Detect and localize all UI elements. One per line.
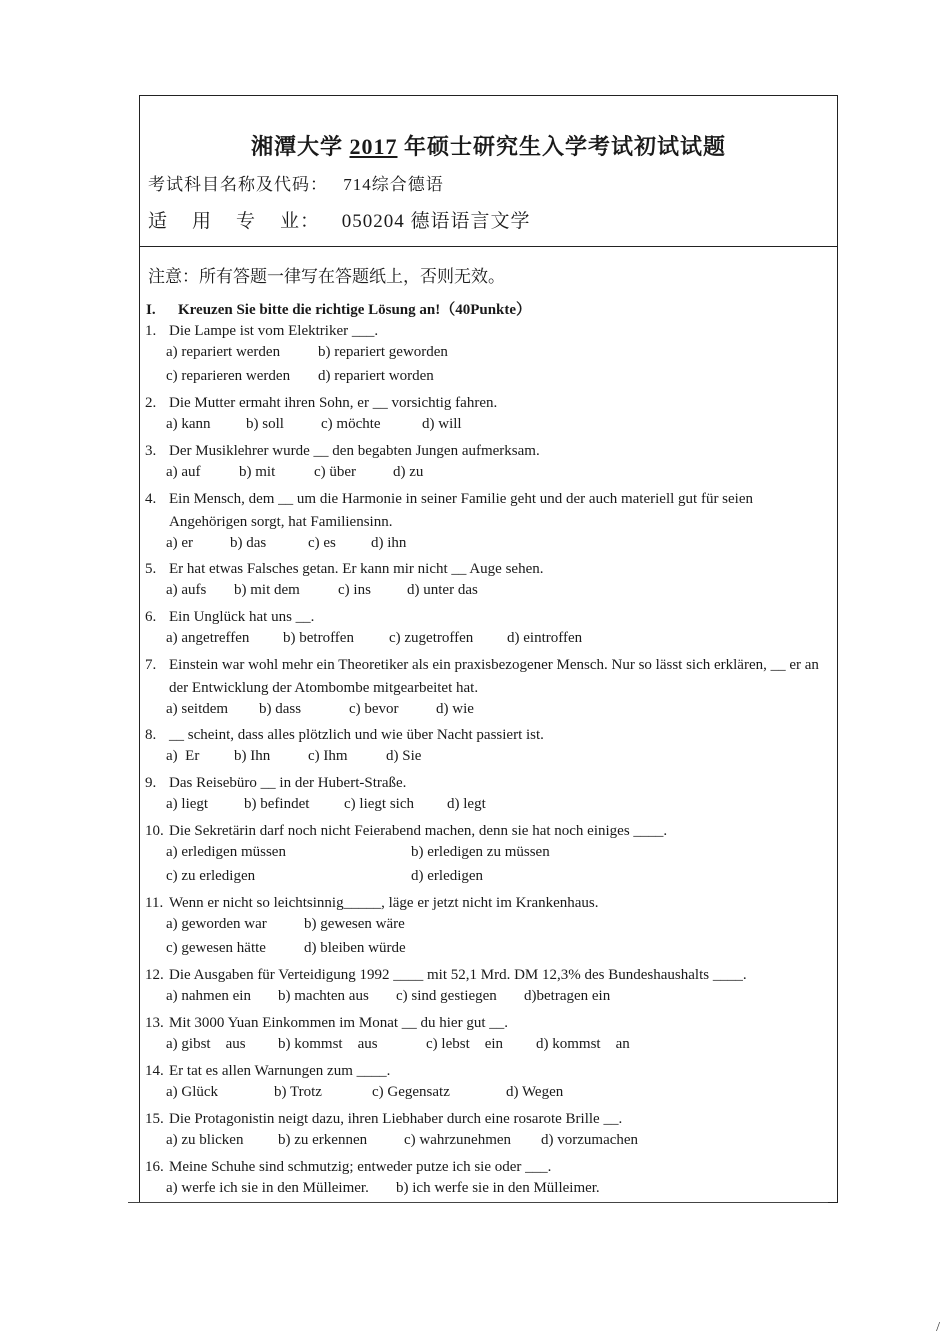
major-label-char: 专 bbox=[236, 211, 257, 232]
answer-option: c) gewesen hätte bbox=[166, 940, 266, 956]
question-stem: Wenn er nicht so leichtsinnig_____, läge er jetzt nicht im Krankenhaus. bbox=[169, 895, 599, 911]
question-number: 13. bbox=[145, 1015, 164, 1031]
answer-option: d) ihn bbox=[371, 535, 407, 551]
question-number: 6. bbox=[145, 609, 157, 625]
question-stem: Die Protagonistin neigt dazu, ihren Liebhaber durch eine rosarote Brille __. bbox=[169, 1111, 623, 1127]
question-stem: Meine Schuhe sind schmutzig; entweder putze ich sie oder ___. bbox=[169, 1159, 552, 1175]
question-number: 7. bbox=[145, 657, 157, 673]
question-number: 2. bbox=[145, 395, 157, 411]
question-stem: Der Musiklehrer wurde __ den begabten Jungen aufmerksam. bbox=[169, 443, 540, 459]
question-number: 1. bbox=[145, 323, 157, 339]
answer-option: c) über bbox=[314, 464, 357, 480]
question-item bbox=[145, 892, 833, 915]
question-stem: Die Sekretärin darf noch nicht Feierabend machen, denn sie hat noch einiges ____. bbox=[169, 823, 668, 839]
answer-option: b) mit bbox=[239, 464, 276, 480]
question-item bbox=[145, 440, 833, 463]
answer-option: c) zugetroffen bbox=[389, 630, 474, 646]
answer-option: b) Ihn bbox=[234, 748, 271, 764]
question-stem: Die Ausgaben für Verteidigung 1992 ____ mit 52,1 Mrd. DM 12,3% des Bundeshaushalts ____. bbox=[169, 967, 747, 983]
answer-option: a) liegt bbox=[166, 796, 209, 812]
section-heading bbox=[146, 298, 531, 319]
answer-option: a) angetreffen bbox=[166, 630, 250, 646]
question-item bbox=[145, 1060, 833, 1083]
exam-frame bbox=[139, 95, 838, 1203]
question-item bbox=[145, 1012, 833, 1035]
answer-option: d) repariert worden bbox=[318, 368, 434, 384]
answer-option: d)betragen ein bbox=[524, 988, 611, 1004]
question-number: 4. bbox=[145, 491, 157, 507]
notice: 注意：所有答题一律写在答题纸上，否则无效。 bbox=[148, 267, 505, 286]
question-number: 5. bbox=[145, 561, 157, 577]
answer-option: a) gibst aus bbox=[166, 1036, 246, 1052]
answer-option: c) ins bbox=[338, 582, 371, 598]
subject-label: 考试科目名称及代码： bbox=[148, 175, 328, 194]
question-item bbox=[145, 772, 833, 795]
answer-option: a) auf bbox=[166, 464, 201, 480]
question-number: 3. bbox=[145, 443, 157, 459]
title-prefix: 湘潭大学 bbox=[250, 134, 343, 159]
major-label-char: 用 bbox=[192, 211, 213, 232]
question-number: 15. bbox=[145, 1111, 164, 1127]
answer-option: a) Er bbox=[166, 748, 200, 764]
answer-option: b) mit dem bbox=[234, 582, 300, 598]
question-item bbox=[145, 1108, 833, 1131]
answer-option: a) zu blicken bbox=[166, 1132, 244, 1148]
answer-option: a) geworden war bbox=[166, 916, 267, 932]
major-line bbox=[148, 206, 531, 233]
page-mark: / bbox=[936, 1320, 940, 1335]
answer-option: d) vorzumachen bbox=[541, 1132, 639, 1148]
question-item bbox=[145, 488, 833, 534]
section-number: I. bbox=[146, 302, 156, 318]
answer-option: b) das bbox=[230, 535, 267, 551]
question-number: 14. bbox=[145, 1063, 164, 1079]
answer-option: d) bleiben würde bbox=[304, 940, 406, 956]
question-number: 11. bbox=[145, 895, 164, 911]
answer-option: b) repariert geworden bbox=[318, 344, 448, 360]
answer-option: d) zu bbox=[393, 464, 424, 480]
question-stem: Mit 3000 Yuan Einkommen im Monat __ du hier gut __. bbox=[169, 1015, 509, 1031]
answer-option: c) Ihm bbox=[308, 748, 348, 764]
question-number: 12. bbox=[145, 967, 164, 983]
question-item bbox=[145, 820, 833, 843]
answer-option: d) Wegen bbox=[506, 1084, 564, 1100]
question-number: 8. bbox=[145, 727, 157, 743]
answer-option: c) liegt sich bbox=[344, 796, 414, 812]
answer-option: a) Glück bbox=[166, 1084, 219, 1100]
answer-option: c) sind gestiegen bbox=[396, 988, 497, 1004]
answer-option: b) Trotz bbox=[274, 1084, 322, 1100]
answer-option: c) zu erledigen bbox=[166, 868, 256, 884]
page-title bbox=[140, 130, 837, 161]
answer-option: b) befindet bbox=[244, 796, 310, 812]
answer-option: a) kann bbox=[166, 416, 211, 432]
question-stem: Die Mutter ermaht ihren Sohn, er __ vorsichtig fahren. bbox=[169, 395, 498, 411]
question-stem: Er hat etwas Falsches getan. Er kann mir nicht __ Auge sehen. bbox=[169, 561, 544, 577]
major-value: 050204 德语语言文学 bbox=[341, 211, 531, 232]
answer-option: a) aufs bbox=[166, 582, 207, 598]
question-stem: Einstein war wohl mehr ein Theoretiker als ein praxisbezogener Mensch. Nur so lässt sich erklären, __ er an der Entwicklung der Atombombe mitgearbeitet hat. bbox=[169, 657, 819, 696]
answer-option: a) repariert werden bbox=[166, 344, 281, 360]
major-label bbox=[148, 211, 330, 232]
question-number: 9. bbox=[145, 775, 157, 791]
question-stem: Er tat es allen Warnungen zum ____. bbox=[169, 1063, 391, 1079]
answer-option: d) legt bbox=[447, 796, 486, 812]
section-title: Kreuzen Sie bitte die richtige Lösung an!（40Punkte） bbox=[178, 302, 532, 318]
title-year: 2017 bbox=[349, 134, 398, 159]
major-label-char: 业： bbox=[280, 211, 321, 232]
answer-option: d) unter das bbox=[407, 582, 478, 598]
question-number: 10. bbox=[145, 823, 164, 839]
question-item bbox=[145, 654, 833, 700]
question-item bbox=[145, 320, 833, 343]
question-number: 16. bbox=[145, 1159, 164, 1175]
question-item bbox=[145, 606, 833, 629]
answer-option: b) soll bbox=[246, 416, 284, 432]
answer-option: b) erledigen zu müssen bbox=[411, 844, 550, 860]
bottom-rule bbox=[128, 1202, 828, 1203]
answer-option: a) erledigen müssen bbox=[166, 844, 286, 860]
question-stem: Ein Unglück hat uns __. bbox=[169, 609, 315, 625]
subject-line bbox=[148, 170, 444, 195]
question-item bbox=[145, 558, 833, 581]
question-stem: __ scheint, dass alles plötzlich und wie über Nacht passiert ist. bbox=[169, 727, 544, 743]
answer-option: d) erledigen bbox=[411, 868, 484, 884]
answer-option: a) werfe ich sie in den Mülleimer. bbox=[166, 1180, 369, 1196]
answer-option: a) er bbox=[166, 535, 194, 551]
answer-option: b) kommst aus bbox=[278, 1036, 378, 1052]
answer-option: b) betroffen bbox=[283, 630, 354, 646]
answer-option: c) Gegensatz bbox=[372, 1084, 450, 1100]
subject-value: 714综合德语 bbox=[343, 175, 444, 194]
answer-option: c) bevor bbox=[349, 701, 399, 717]
answer-option: a) nahmen ein bbox=[166, 988, 251, 1004]
answer-option: d) kommst an bbox=[536, 1036, 630, 1052]
title-suffix: 年硕士研究生入学考试初试试题 bbox=[404, 134, 727, 159]
answer-option: c) reparieren werden bbox=[166, 368, 291, 384]
answer-option: d) Sie bbox=[386, 748, 422, 764]
question-item bbox=[145, 724, 833, 747]
answer-option: c) wahrzunehmen bbox=[404, 1132, 512, 1148]
major-label-char: 适 bbox=[148, 211, 169, 232]
question-item bbox=[145, 1156, 833, 1179]
answer-option: a) seitdem bbox=[166, 701, 229, 717]
exam-header bbox=[140, 96, 837, 247]
question-stem: Die Lampe ist vom Elektriker ___. bbox=[169, 323, 379, 339]
answer-option: d) will bbox=[422, 416, 462, 432]
question-stem: Ein Mensch, dem __ um die Harmonie in seiner Familie geht und der auch materiell gut für seien Angehörigen sorgt, hat Familiensinn. bbox=[169, 491, 754, 530]
answer-option: d) eintroffen bbox=[507, 630, 583, 646]
answer-option: b) ich werfe sie in den Mülleimer. bbox=[396, 1180, 600, 1196]
answer-option: d) wie bbox=[436, 701, 474, 717]
answer-option: b) zu erkennen bbox=[278, 1132, 368, 1148]
answer-option: b) machten aus bbox=[278, 988, 369, 1004]
question-item bbox=[145, 964, 833, 987]
question-item bbox=[145, 392, 833, 415]
answer-option: b) gewesen wäre bbox=[304, 916, 405, 932]
answer-option: c) möchte bbox=[321, 416, 381, 432]
answer-option: c) lebst ein bbox=[426, 1036, 504, 1052]
answer-option: c) es bbox=[308, 535, 336, 551]
question-stem: Das Reisebüro __ in der Hubert-Straße. bbox=[169, 775, 407, 791]
answer-option: b) dass bbox=[259, 701, 302, 717]
